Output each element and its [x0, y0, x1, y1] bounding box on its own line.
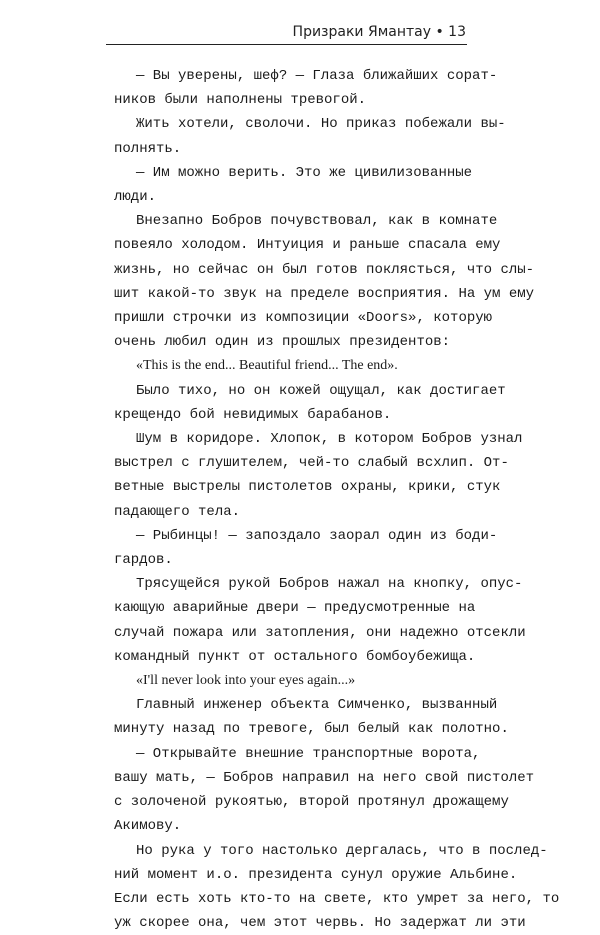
text-line: крещендо бой невидимых барабанов.	[114, 403, 470, 427]
book-page-text	[114, 64, 470, 935]
text-line: ветные выстрелы пистолетов охраны, крики, стук	[114, 475, 470, 499]
paragraph	[114, 112, 470, 160]
text-line: «I'll never look into your eyes again...»	[114, 669, 470, 693]
text-line: падающего тела.	[114, 500, 470, 524]
text-line: Трясущейся рукой Бобров нажал на кнопку, опус-	[114, 572, 470, 596]
text-line: — Рыбинцы! — запоздало заорал один из боди-	[114, 524, 470, 548]
text-line: — Открывайте внешние транспортные ворота,	[114, 742, 470, 766]
text-line: пришли строчки из композиции «Doors», которую	[114, 306, 470, 330]
text-line: очень любил один из прошлых президентов:	[114, 330, 470, 354]
text-line: с золоченой рукоятью, второй протянул дрожащему	[114, 790, 470, 814]
text-line: Было тихо, но он кожей ощущал, как достигает	[114, 379, 470, 403]
text-line: — Вы уверены, шеф? — Глаза ближайших сорат-	[114, 64, 470, 88]
text-line: гардов.	[114, 548, 470, 572]
paragraph	[114, 839, 470, 935]
paragraph	[114, 354, 470, 378]
text-line: выстрел с глушителем, чей-то слабый всхлип. От-	[114, 451, 470, 475]
paragraph	[114, 64, 470, 112]
text-line: Шум в коридоре. Хлопок, в котором Бобров узнал	[114, 427, 470, 451]
paragraph	[114, 209, 470, 354]
paragraph	[114, 379, 470, 427]
text-line: Если есть хоть кто-то на свете, кто умрет за него, то	[114, 887, 470, 911]
text-line: вашу мать, — Бобров направил на него свой пистолет	[114, 766, 470, 790]
paragraph	[114, 669, 470, 693]
text-line: повеяло холодом. Интуиция и раньше спасала ему	[114, 233, 470, 257]
paragraph	[114, 693, 470, 741]
text-line: командный пункт от остального бомбоубежища.	[114, 645, 470, 669]
paragraph	[114, 161, 470, 209]
text-line: Но рука у того настолько дергалась, что в послед-	[114, 839, 470, 863]
text-line: — Им можно верить. Это же цивилизованные	[114, 161, 470, 185]
running-head: Призраки Ямантау • 13	[293, 24, 466, 40]
text-line: Акимову.	[114, 814, 470, 838]
text-line: ников были наполнены тревогой.	[114, 88, 470, 112]
text-line: «This is the end... Beautiful friend... The end».	[114, 354, 470, 378]
text-line: шит какой-то звук на пределе восприятия. На ум ему	[114, 282, 470, 306]
text-line: минуту назад по тревоге, был белый как полотно.	[114, 717, 470, 741]
paragraph	[114, 572, 470, 669]
text-line: Жить хотели, сволочи. Но приказ побежали вы-	[114, 112, 470, 136]
text-line: полнять.	[114, 137, 470, 161]
text-line: люди.	[114, 185, 470, 209]
paragraph	[114, 524, 470, 572]
text-line: кающую аварийные двери — предусмотренные на	[114, 596, 470, 620]
text-line: ний момент и.о. президента сунул оружие Альбине.	[114, 863, 470, 887]
paragraph	[114, 427, 470, 524]
text-line: уж скорее она, чем этот червь. Но задержат ли эти	[114, 911, 470, 935]
text-line: случай пожара или затопления, они надежно отсекли	[114, 621, 470, 645]
text-line: Главный инженер объекта Симченко, вызванный	[114, 693, 470, 717]
text-line: жизнь, но сейчас он был готов поклясться, что слы-	[114, 258, 470, 282]
paragraph	[114, 742, 470, 839]
header-rule	[106, 44, 467, 45]
text-line: Внезапно Бобров почувствовал, как в комнате	[114, 209, 470, 233]
